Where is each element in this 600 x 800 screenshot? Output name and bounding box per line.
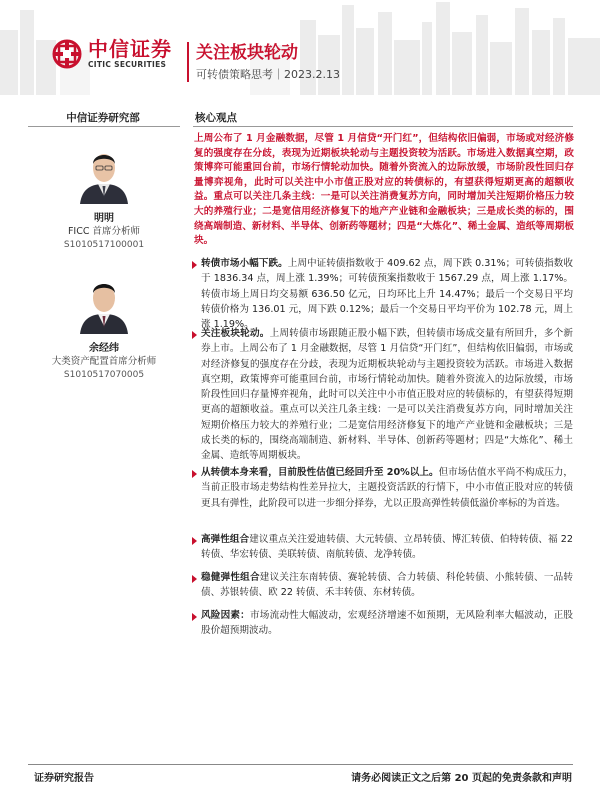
bullet-lead: 高弹性组合 <box>201 534 250 545</box>
analyst-title: 大类资产配置首席分析师 <box>51 356 157 367</box>
bullet-marker-icon <box>192 470 197 478</box>
bullet-marker-icon <box>192 613 197 621</box>
analyst-photo <box>74 272 134 334</box>
title-divider <box>187 42 189 82</box>
analyst-name: 余经纬 <box>89 343 119 354</box>
bullet-paragraph <box>201 465 573 511</box>
core-views-heading: 核心观点 <box>195 112 237 124</box>
bullet-marker-icon <box>192 537 197 545</box>
citic-logo-icon <box>52 39 82 69</box>
bullet-paragraph <box>201 608 573 639</box>
analyst-license-id: S1010517070005 <box>63 370 145 380</box>
bullet-text: 市场流动性大幅波动，宏观经济增速不如预期，无风险利率大幅波动，正股股价超预期波动。 <box>201 610 574 637</box>
footer-divider <box>28 764 573 765</box>
analyst-name: 明明 <box>94 213 114 224</box>
analyst-photo <box>74 142 134 204</box>
bullet-lead: 转债市场小幅下跌。 <box>201 258 288 269</box>
bullet-lead: 稳健弹性组合 <box>201 572 260 583</box>
bullet-paragraph <box>201 532 573 563</box>
analyst-card <box>28 272 180 380</box>
bullet-text: 上周转债市场跟随正股小幅下跌，但转债市场成交量有所回升，多个新券上市。上周公布了 1 月金融数据，尽管 1 月信贷“开门红”，但结构依旧偏弱，市场或对经济修复的强度存在分歧，表现为近期板块轮动与主题投资较为活跃。市场进入数据真空期，政策博弈可能重回台前，市场行情轮动加快。随着外资流入的边际放缓，市场阶段性回归存量博弈视角，此时可以关注中小市值正股对应的转债标的，有望获得短期更高的超额收益。重点可以关注几条主线：一是可以关注消费复苏方向，同时增加关注短期价格压力较大的养殖行业；二是宽信用经济修复下的地产产业链和金融板块；三是成长类的标的，围绕高端制造、新材料、半导体、创新药等题材；四是“大炼化”、稀土金属、造纸等周期板块。 <box>201 328 574 462</box>
bullet-marker-icon <box>192 331 197 339</box>
bullet-text: 建议关注东南转债、赛轮转债、合力转债、科伦转债、小熊转债、一品转债、苏银转债、欧 22 转债、禾丰转债、东材转债。 <box>201 572 574 599</box>
bullet-paragraph <box>201 256 573 332</box>
analyst-license-id: S1010517100001 <box>63 240 145 250</box>
logo-english-name: CITIC SECURITIES <box>88 60 167 69</box>
citic-logo <box>52 38 172 69</box>
left-divider <box>28 126 180 127</box>
bullet-paragraph <box>201 326 573 464</box>
research-dept-heading: 中信证券研究部 <box>66 112 140 124</box>
analyst-card <box>28 142 180 250</box>
footer-report-type: 证券研究报告 <box>34 773 94 784</box>
analyst-title: FICC 首席分析师 <box>67 226 141 237</box>
logo-chinese-name: 中信证券 <box>88 37 172 61</box>
report-subtitle: 可转债策略思考｜2023.2.13 <box>196 68 340 81</box>
report-header <box>0 0 600 95</box>
bullet-lead: 关注板块轮动。 <box>201 328 270 339</box>
bullet-text: 但市场估值水平尚不构成压力，当前正股市场走势结构性差异拉大，主题投资活跃的行情下，中小市值正股对应的转债更具有弹性，此阶段可以进一步细分择券，尤以正股高弹性转债低溢价率标的为首选。 <box>201 467 574 509</box>
bullet-text: 上周中证转债指数收于 409.62 点，周下跌 0.31%；可转债指数收于 1836.34 点，周上涨 1.39%；可转债预案指数收于 1567.29 点，周上涨 1.17%。转债市场上周日均交易额 636.50 亿元，日均环比上升 14.47%；最后一个交易日平均转债价格为 136.01 元，周下跌 0.12%；最后一个交易日平均平价为 102.78 元，周上涨 1.19%。 <box>201 258 574 331</box>
right-divider <box>193 126 573 127</box>
bullet-text: 建议重点关注爱迪转债、大元转债、立昂转债、博汇转债、伯特转债、福 22 转债、华宏转债、美联转债、南航转债、龙净转债。 <box>201 534 573 561</box>
report-title: 关注板块轮动 <box>196 43 298 63</box>
bullet-lead: 从转债本身来看，目前股性估值已经回升至 20%以上。 <box>201 467 439 478</box>
bullet-marker-icon <box>192 575 197 583</box>
bullet-marker-icon <box>192 261 197 269</box>
summary-paragraph: 上周公布了 1 月金融数据，尽管 1 月信贷“开门红”，但结构依旧偏弱，市场或对经济修复的强度存在分歧，表现为近期板块轮动与主题投资较为活跃。市场进入数据真空期，政策博弈可能重回台前，市场行情轮动加快。随着外资流入的边际放缓，市场阶段性回归存量博弈视角，此时可以关注中小市值正股对应的转债标的，有望获得短期更高的超额收益。重点可以关注几条主线：一是可以关注消费复苏方向，同时增加关注短期价格压力较大的养殖行业；二是宽信用经济修复下的地产产业链和金融板块；三是成长类的标的，围绕高端制造、新材料、半导体、创新药等题材；四是“大炼化”、稀土金属、造纸等周期板块。 <box>194 133 574 247</box>
bullet-lead: 风险因素： <box>201 610 250 621</box>
footer-disclaimer: 请务必阅读正文之后第 20 页起的免责条款和声明 <box>351 773 572 784</box>
bullet-paragraph <box>201 570 573 601</box>
